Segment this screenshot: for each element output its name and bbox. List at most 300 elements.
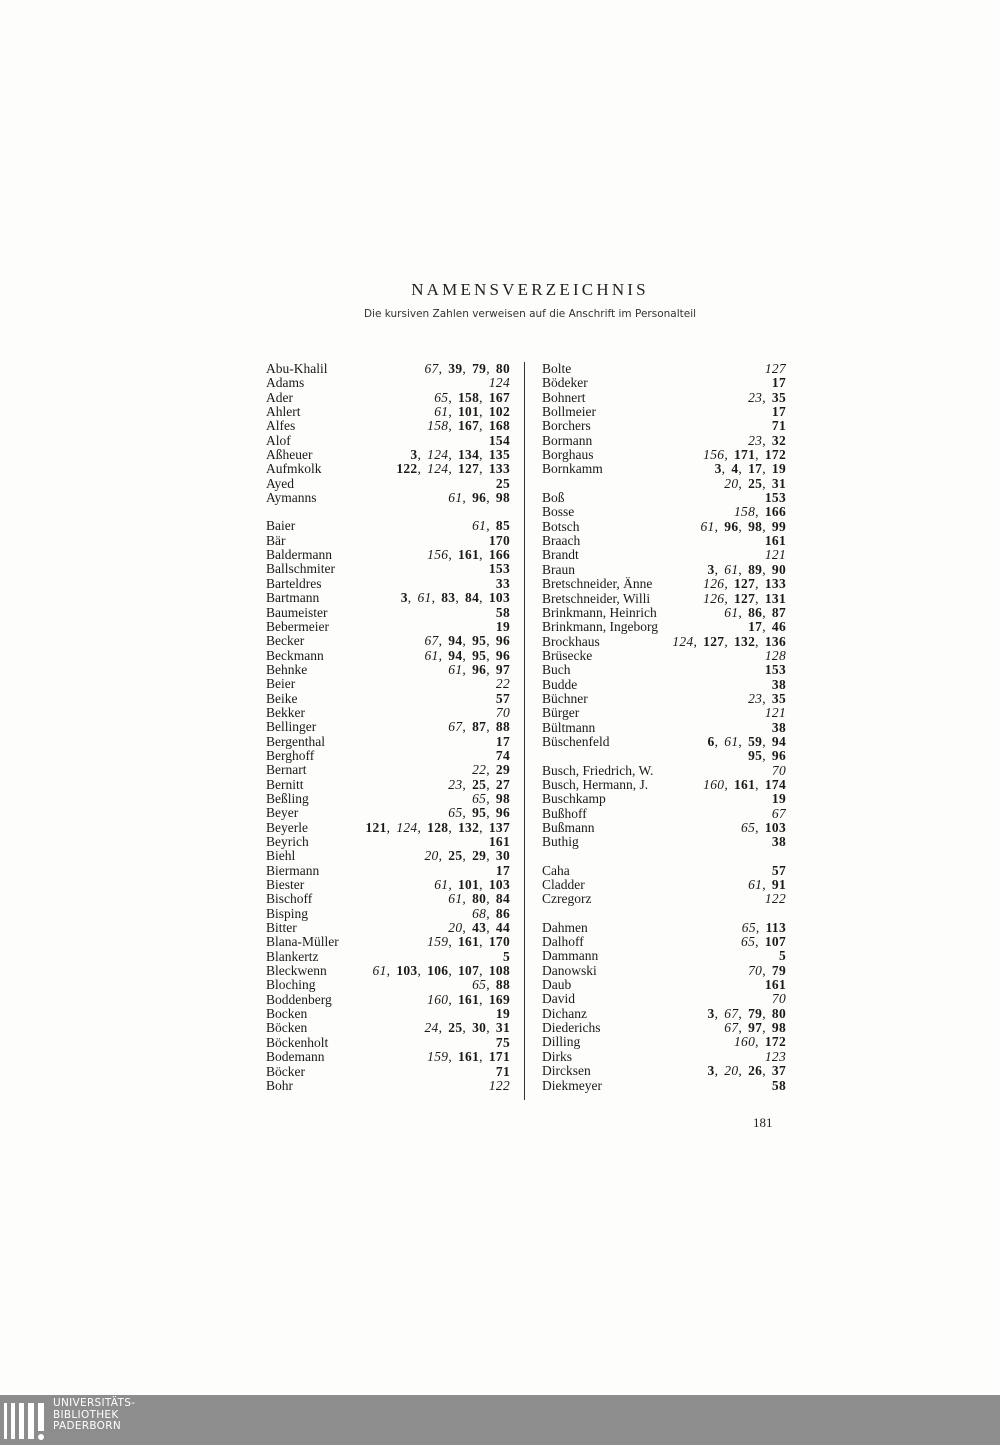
entry-page-refs xyxy=(766,835,786,849)
page-ref: 101 xyxy=(458,404,480,420)
entry-name: Beier xyxy=(266,676,296,692)
page-ref: 95 xyxy=(472,805,487,821)
page-ref: 122 xyxy=(396,461,418,477)
index-entry xyxy=(266,950,510,964)
page-ref: 88 xyxy=(495,719,510,735)
entry-name: Bisping xyxy=(266,905,309,921)
entry-page-refs: 122, 124, 127, 133 xyxy=(396,461,510,477)
entry-name: Baumeister xyxy=(266,604,328,620)
address-page-ref: 159 xyxy=(427,1049,449,1065)
entry-name: Bellinger xyxy=(266,719,317,735)
page-ref: 153 xyxy=(764,490,786,506)
page-ref: 167 xyxy=(488,389,510,405)
address-page-ref: 61 xyxy=(424,647,439,663)
index-entry xyxy=(266,606,510,620)
index-entry xyxy=(542,1021,786,1035)
entry-name: Braach xyxy=(542,533,581,549)
entry-name: Borghaus xyxy=(542,447,594,463)
page-ref: 35 xyxy=(771,690,786,706)
page-ref: 6 xyxy=(707,733,715,749)
entry-name: Böckenholt xyxy=(266,1034,329,1050)
index-entry xyxy=(542,477,786,491)
page-ref: 85 xyxy=(495,518,510,534)
page-ref: 87 xyxy=(472,719,487,735)
entry-page-refs xyxy=(490,577,510,591)
index-entry xyxy=(266,634,510,648)
page-ref: 25 xyxy=(448,848,463,864)
entry-name: Buch xyxy=(542,662,571,678)
page-ref: 3 xyxy=(707,1063,715,1079)
page-ref: 30 xyxy=(472,1020,487,1036)
entry-name: Biester xyxy=(266,877,305,893)
address-page-ref: 70 xyxy=(495,704,510,720)
address-page-ref: 65 xyxy=(448,805,463,821)
entry-page-refs xyxy=(759,978,786,992)
address-page-ref: 159 xyxy=(427,934,449,950)
page-ref: 106 xyxy=(427,963,449,979)
entry-page-refs xyxy=(483,1079,510,1093)
address-page-ref: 22 xyxy=(495,676,510,692)
address-page-ref: 67 xyxy=(724,1005,739,1021)
index-subtitle: Die kursiven Zahlen verweisen auf die Anschrift im Personalteil xyxy=(363,308,697,320)
entry-page-refs: 17, 46 xyxy=(748,619,786,635)
page-ref: 96 xyxy=(495,633,510,649)
entry-name: Bebermeier xyxy=(266,618,329,634)
page-ref: 80 xyxy=(472,891,487,907)
entry-page-refs xyxy=(490,706,510,720)
page-ref: 172 xyxy=(764,1034,786,1050)
left-index-column xyxy=(266,362,510,1093)
entry-page-refs xyxy=(483,835,510,849)
entry-name: Buschkamp xyxy=(542,791,606,807)
index-entry xyxy=(266,677,510,691)
address-page-ref: 65 xyxy=(741,934,756,950)
entry-name: Boddenberg xyxy=(266,991,332,1007)
page-ref: 39 xyxy=(448,361,463,376)
index-entry xyxy=(266,792,510,806)
entry-name: Aßheuer xyxy=(266,447,313,463)
address-page-ref: 121 xyxy=(764,705,786,721)
index-entry xyxy=(542,992,786,1006)
page-ref: 71 xyxy=(495,1063,510,1079)
index-entry xyxy=(266,821,510,835)
library-footer xyxy=(0,1395,1000,1445)
address-page-ref: 67 xyxy=(724,1020,739,1036)
index-entry xyxy=(542,362,786,376)
entry-name: Brockhaus xyxy=(542,633,600,649)
page-ref: 161 xyxy=(458,547,480,563)
page-ref: 59 xyxy=(748,733,763,749)
entry-name: Brinkmann, Heinrich xyxy=(542,604,657,620)
entry-page-refs: 61, 91 xyxy=(748,877,786,893)
index-entry xyxy=(542,1064,786,1078)
address-page-ref: 61 xyxy=(448,891,463,907)
entry-page-refs: 121, 124, 128, 132, 137 xyxy=(365,819,510,835)
page-ref: 132 xyxy=(458,819,480,835)
index-entry xyxy=(266,835,510,849)
entry-page-refs: 159, 161, 170 xyxy=(427,934,510,950)
entry-name: Dahmen xyxy=(542,919,588,935)
entry-name: Alfes xyxy=(266,418,296,434)
index-entry xyxy=(266,649,510,663)
entry-page-refs xyxy=(497,950,510,964)
index-entry xyxy=(542,1050,786,1064)
page-ref: 153 xyxy=(488,561,510,577)
page-ref: 87 xyxy=(771,604,786,620)
entry-page-refs: 126, 127, 133 xyxy=(703,576,786,592)
address-page-ref: 121 xyxy=(764,547,786,563)
index-entry xyxy=(266,1050,510,1064)
address-page-ref: 61 xyxy=(700,518,715,534)
entry-name: Adams xyxy=(266,375,305,391)
entry-page-refs: 158, 166 xyxy=(734,504,786,520)
address-page-ref: 61 xyxy=(724,604,739,620)
index-entry xyxy=(266,462,510,476)
entry-page-refs: 61, 86, 87 xyxy=(724,604,786,620)
page-ref: 127 xyxy=(734,576,756,592)
page-ref: 166 xyxy=(764,504,786,520)
entry-name: Böcker xyxy=(266,1063,305,1079)
entry-name: Diekmeyer xyxy=(542,1077,602,1093)
page-ref: 103 xyxy=(488,590,510,606)
entry-name: Bär xyxy=(266,532,286,548)
index-entry xyxy=(542,592,786,606)
index-entry xyxy=(266,1021,510,1035)
entry-page-refs: 20, 25, 29, 30 xyxy=(424,848,510,864)
address-page-ref: 23 xyxy=(448,776,463,792)
library-name-line1: UNIVERSITÄTS- xyxy=(53,1397,136,1409)
index-entry xyxy=(542,678,786,692)
page-ref: 3 xyxy=(707,1005,715,1021)
entry-page-refs: 22, 29 xyxy=(472,762,510,778)
page-ref: 113 xyxy=(765,919,786,935)
entry-page-refs xyxy=(766,376,786,390)
index-entry xyxy=(542,949,786,963)
address-page-ref: 124 xyxy=(427,447,449,463)
entry-page-refs: 158, 167, 168 xyxy=(427,418,510,434)
address-page-ref: 61 xyxy=(417,590,432,606)
address-page-ref: 126 xyxy=(703,576,725,592)
address-page-ref: 122 xyxy=(764,891,786,907)
entry-name: Braun xyxy=(542,561,575,577)
index-entry xyxy=(542,391,786,405)
page-ref: 29 xyxy=(495,762,510,778)
page-ref: 5 xyxy=(502,948,510,964)
entry-page-refs xyxy=(490,620,510,634)
entry-page-refs: 95, 96 xyxy=(748,748,786,764)
page-ref: 127 xyxy=(703,633,725,649)
entry-page-refs: 160, 172 xyxy=(734,1034,786,1050)
index-entry xyxy=(542,1007,786,1021)
entry-page-refs xyxy=(759,491,786,505)
page-ref: 17 xyxy=(771,375,786,391)
entry-name: Baier xyxy=(266,518,296,534)
index-entry xyxy=(542,419,786,433)
index-entry xyxy=(266,620,510,634)
entry-page-refs: 61, 85 xyxy=(472,518,510,534)
entry-page-refs: 61, 96, 97 xyxy=(448,661,510,677)
page-ref: 79 xyxy=(472,361,487,376)
page-ref: 33 xyxy=(495,575,510,591)
index-entry xyxy=(542,892,786,906)
entry-page-refs: 3, 20, 26, 37 xyxy=(707,1063,786,1079)
address-page-ref: 160 xyxy=(703,776,725,792)
entry-name: Bußmann xyxy=(542,820,595,835)
page-ref: 169 xyxy=(488,991,510,1007)
page-ref: 86 xyxy=(748,604,763,620)
library-logo-icon xyxy=(2,1397,46,1443)
page-ref: 170 xyxy=(488,532,510,548)
page-ref: 25 xyxy=(748,475,763,491)
index-entry xyxy=(542,764,786,778)
entry-page-refs: 160, 161, 169 xyxy=(427,991,510,1007)
index-entry xyxy=(542,563,786,577)
entry-page-refs xyxy=(490,1036,510,1050)
entry-name: Beßling xyxy=(266,790,309,806)
entry-name: Bosse xyxy=(542,504,575,520)
entry-name: Becker xyxy=(266,633,305,649)
entry-name: Dichanz xyxy=(542,1005,587,1021)
page-ref: 46 xyxy=(771,619,786,635)
page-ref: 94 xyxy=(448,647,463,663)
entry-name: Cladder xyxy=(542,877,585,893)
index-entry xyxy=(266,534,510,548)
entry-name: Bischoff xyxy=(266,891,313,907)
index-entry xyxy=(266,1036,510,1050)
entry-name: Beyerle xyxy=(266,819,308,835)
page-ref: 19 xyxy=(771,461,786,477)
address-page-ref: 158 xyxy=(427,418,449,434)
library-name-line3: PADERBORN xyxy=(53,1420,121,1432)
entry-page-refs xyxy=(490,735,510,749)
index-entry xyxy=(266,419,510,433)
address-page-ref: 65 xyxy=(741,820,756,835)
page-ref: 89 xyxy=(748,561,763,577)
index-entry xyxy=(542,606,786,620)
index-entry xyxy=(542,534,786,548)
entry-name: Brandt xyxy=(542,547,579,563)
index-entry xyxy=(266,376,510,390)
page-ref: 17 xyxy=(495,862,510,878)
page-ref: 90 xyxy=(771,561,786,577)
page-ref: 38 xyxy=(771,676,786,692)
index-entry xyxy=(266,720,510,734)
entry-page-refs xyxy=(766,419,786,433)
entry-name: Beyrich xyxy=(266,834,309,849)
entry-page-refs xyxy=(490,477,510,491)
page-ref: 153 xyxy=(764,662,786,678)
page-ref: 74 xyxy=(495,747,510,763)
entry-name: Buthig xyxy=(542,834,579,850)
index-entry xyxy=(266,562,510,576)
page-ref: 95 xyxy=(472,633,487,649)
entry-name: Bartmann xyxy=(266,590,320,606)
page-ref: 58 xyxy=(495,604,510,620)
address-page-ref: 65 xyxy=(472,790,487,806)
page-ref: 86 xyxy=(495,905,510,921)
entry-name: Bekker xyxy=(266,704,305,720)
entry-page-refs xyxy=(759,649,786,663)
entry-name: Brüsecke xyxy=(542,647,593,663)
page-ref: 133 xyxy=(764,576,786,592)
page-ref: 107 xyxy=(458,963,480,979)
index-entry xyxy=(542,520,786,534)
page-ref: 127 xyxy=(734,590,756,606)
index-entry xyxy=(266,763,510,777)
entry-page-refs: 67, 94, 95, 96 xyxy=(424,633,510,649)
index-entry xyxy=(542,448,786,462)
entry-name: Bitter xyxy=(266,920,297,936)
entry-page-refs xyxy=(766,405,786,419)
index-entry xyxy=(542,921,786,935)
index-entry xyxy=(266,491,510,505)
entry-page-refs xyxy=(766,764,786,778)
page-ref: 131 xyxy=(764,590,786,606)
address-page-ref: 160 xyxy=(427,991,449,1007)
page-ref: 96 xyxy=(495,647,510,663)
address-page-ref: 65 xyxy=(434,389,449,405)
page-ref: 137 xyxy=(488,819,510,835)
index-entry xyxy=(266,935,510,949)
page-ref: 80 xyxy=(495,361,510,376)
entry-page-refs xyxy=(483,534,510,548)
entry-name: David xyxy=(542,991,575,1007)
page-ref: 25 xyxy=(448,1020,463,1036)
index-entry xyxy=(266,964,510,978)
entry-page-refs: 61, 96, 98 xyxy=(448,490,510,506)
entry-page-refs: 156, 161, 166 xyxy=(427,547,510,563)
address-page-ref: 23 xyxy=(748,690,763,706)
index-entry xyxy=(266,1007,510,1021)
page-ref: 128 xyxy=(427,819,449,835)
address-page-ref: 122 xyxy=(488,1077,510,1093)
page-ref: 161 xyxy=(458,1049,480,1065)
address-page-ref: 126 xyxy=(703,590,725,606)
page-ref: 37 xyxy=(771,1063,786,1079)
page-ref: 27 xyxy=(495,776,510,792)
entry-page-refs: 24, 25, 30, 31 xyxy=(424,1020,510,1036)
page-ref: 96 xyxy=(472,661,487,677)
entry-page-refs: 61, 101, 103 xyxy=(434,877,510,893)
entry-name: Bollmeier xyxy=(542,404,596,420)
entry-page-refs xyxy=(759,663,786,677)
page-ref: 96 xyxy=(472,490,487,506)
address-page-ref: 67 xyxy=(424,361,439,376)
page-ref: 121 xyxy=(365,819,387,835)
entry-name: Bornkamm xyxy=(542,461,603,477)
address-page-ref: 156 xyxy=(427,547,449,563)
entry-name: Aufmkolk xyxy=(266,461,322,477)
index-entry xyxy=(542,749,786,763)
address-page-ref: 61 xyxy=(472,518,487,534)
entry-name: Dalhoff xyxy=(542,934,584,950)
page-ref: 94 xyxy=(771,733,786,749)
index-entry xyxy=(542,1079,786,1093)
page-ref: 19 xyxy=(495,618,510,634)
page-ref: 133 xyxy=(488,461,510,477)
index-entry xyxy=(266,448,510,462)
index-entry xyxy=(542,807,786,821)
index-entry xyxy=(266,878,510,892)
page-ref: 94 xyxy=(448,633,463,649)
index-entry xyxy=(542,663,786,677)
address-page-ref: 61 xyxy=(748,877,763,893)
entry-page-refs: 61, 94, 95, 96 xyxy=(424,647,510,663)
address-page-ref: 65 xyxy=(741,919,756,935)
page-ref: 172 xyxy=(764,447,786,463)
entry-page-refs: 20, 43, 44 xyxy=(448,920,510,936)
page-ref: 98 xyxy=(495,790,510,806)
index-entry xyxy=(542,405,786,419)
entry-name: Bretschneider, Änne xyxy=(542,576,653,592)
page-ref: 91 xyxy=(771,877,786,893)
index-entry xyxy=(542,649,786,663)
entry-name: Büchner xyxy=(542,690,588,706)
entry-page-refs: 61, 96, 98, 99 xyxy=(700,518,786,534)
entry-page-refs: 67, 87, 88 xyxy=(448,719,510,735)
entry-page-refs: 3, 67, 79, 80 xyxy=(707,1005,786,1021)
address-page-ref: 61 xyxy=(434,404,449,420)
entry-page-refs: 65, 107 xyxy=(741,934,786,950)
entry-name: Alof xyxy=(266,432,291,448)
entry-name: Dammann xyxy=(542,948,599,964)
column-divider xyxy=(524,362,525,1100)
address-page-ref: 67 xyxy=(448,719,463,735)
page-ref: 58 xyxy=(771,1077,786,1093)
index-entry xyxy=(266,591,510,605)
entry-page-refs: 65, 98 xyxy=(472,790,510,806)
entry-name: Busch, Hermann, J. xyxy=(542,776,649,792)
page-ref: 38 xyxy=(771,834,786,850)
entry-page-refs xyxy=(490,606,510,620)
index-entry xyxy=(266,978,510,992)
entry-name: Bolte xyxy=(542,361,572,376)
page-ref: 31 xyxy=(495,1020,510,1036)
entry-page-refs: 159, 161, 171 xyxy=(427,1049,510,1065)
index-entry xyxy=(542,935,786,949)
entry-page-refs xyxy=(759,362,786,376)
entry-page-refs: 23, 25, 27 xyxy=(448,776,510,792)
page-ref: 171 xyxy=(734,447,756,463)
page-ref: 161 xyxy=(764,977,786,993)
page-ref: 4 xyxy=(731,461,739,477)
page-ref: 25 xyxy=(495,475,510,491)
page-ref: 174 xyxy=(764,776,786,792)
entry-name: Dircksen xyxy=(542,1063,591,1079)
index-entry xyxy=(542,706,786,720)
index-entry xyxy=(542,635,786,649)
index-entry xyxy=(542,835,786,849)
page-ref: 84 xyxy=(495,891,510,907)
entry-page-refs: 156, 171, 172 xyxy=(703,447,786,463)
address-page-ref: 23 xyxy=(748,432,763,448)
page-ref: 127 xyxy=(458,461,480,477)
entry-page-refs: 160, 161, 174 xyxy=(703,776,786,792)
entry-page-refs xyxy=(759,548,786,562)
entry-page-refs: 61, 80, 84 xyxy=(448,891,510,907)
entry-page-refs: 70, 79 xyxy=(748,962,786,978)
index-entry xyxy=(266,577,510,591)
page-ref: 32 xyxy=(771,432,786,448)
page-ref: 95 xyxy=(748,748,763,764)
entry-page-refs: 65, 113 xyxy=(741,919,786,935)
entry-page-refs: 23, 35 xyxy=(748,690,786,706)
index-entry xyxy=(266,735,510,749)
entry-page-refs xyxy=(759,706,786,720)
index-entry xyxy=(542,548,786,562)
entry-name: Beyer xyxy=(266,805,299,821)
page-ref: 3 xyxy=(400,590,408,606)
